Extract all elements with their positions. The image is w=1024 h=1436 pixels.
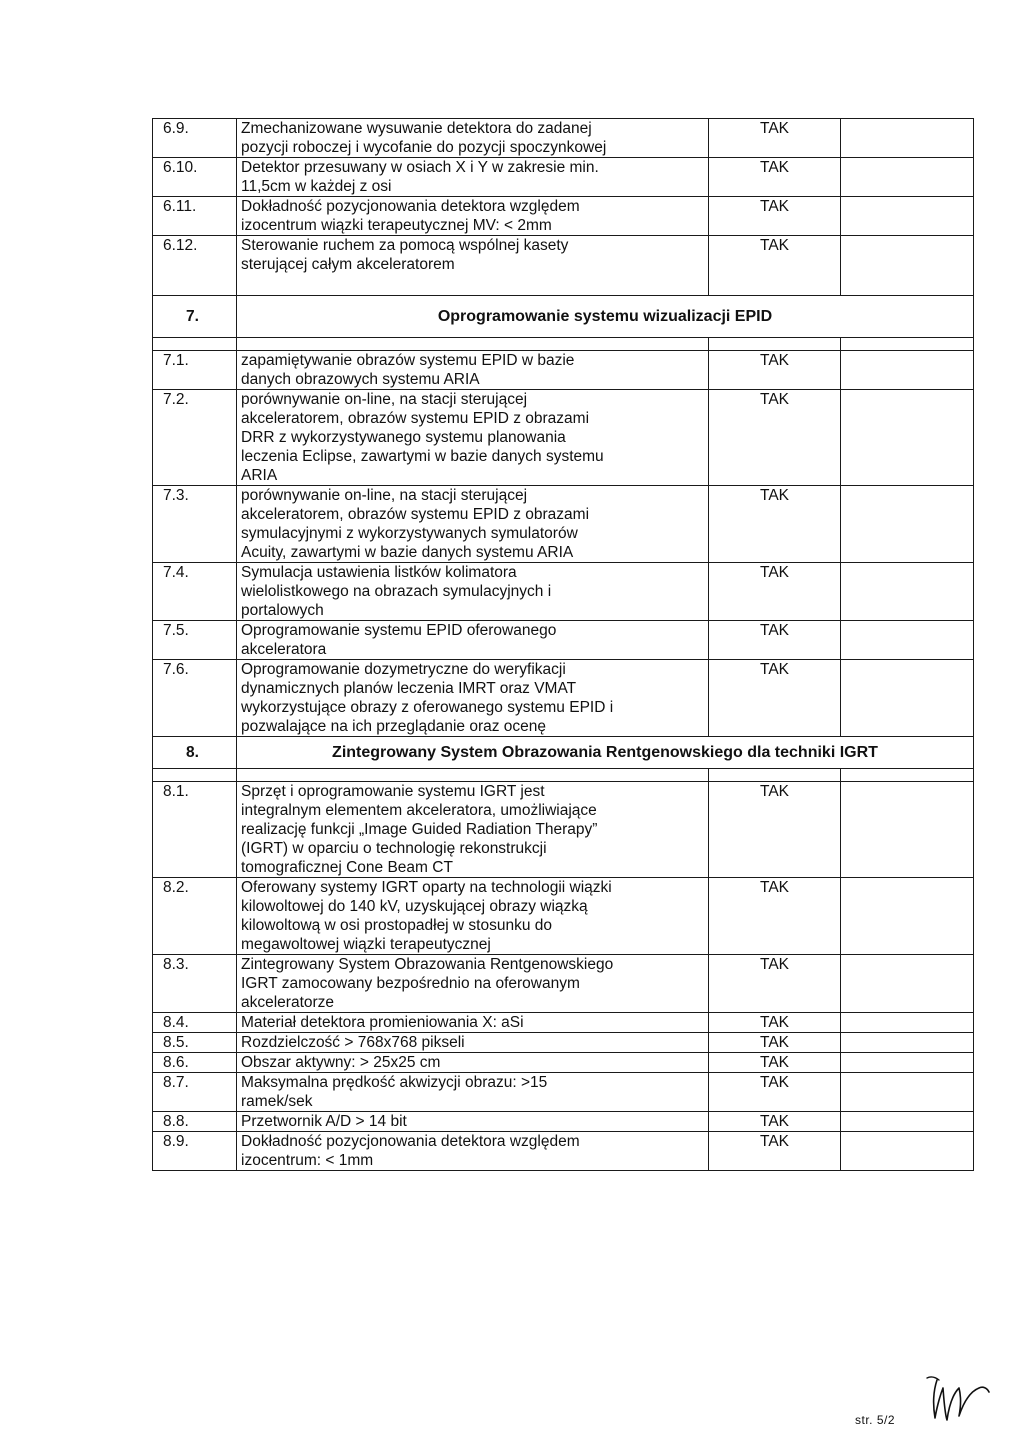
section-header-row [153, 296, 974, 338]
row-value: TAK [709, 119, 841, 158]
section-title: Oprogramowanie systemu wizualizacji EPID [237, 296, 974, 338]
row-description: Materiał detektora promieniowania X: aSi [237, 1013, 709, 1033]
row-extra [841, 236, 974, 296]
row-description: Sprzęt i oprogramowanie systemu IGRT jest integralnym elementem akceleratora, umożliwiające realizację funkcji „Image Guided Radiation Therapy” (IGRT) w oparciu o technologię rekonstrukcji tomograficznej Cone Beam CT [237, 782, 709, 878]
row-description: Zintegrowany System Obrazowania Rentgenowskiego IGRT zamocowany bezpośrednio na oferowanym akceleratorze [237, 955, 709, 1013]
row-number: 8.6. [153, 1053, 237, 1073]
spacer-row [153, 338, 974, 351]
section-number: 7. [153, 296, 237, 338]
row-description: Rozdzielczość > 768x768 pikseli [237, 1033, 709, 1053]
row-number: 8.7. [153, 1073, 237, 1112]
table-row [153, 563, 974, 621]
row-number: 7.2. [153, 390, 237, 486]
row-value: TAK [709, 782, 841, 878]
row-description: Dokładność pozycjonowania detektora względem izocentrum wiązki terapeutycznej MV: < 2mm [237, 197, 709, 236]
row-value: TAK [709, 621, 841, 660]
table-row [153, 1053, 974, 1073]
row-value: TAK [709, 563, 841, 621]
row-description: Detektor przesuwany w osiach X i Y w zakresie min. 11,5cm w każdej z osi [237, 158, 709, 197]
row-value: TAK [709, 1033, 841, 1053]
handwritten-signature-icon [925, 1372, 993, 1432]
row-extra [841, 390, 974, 486]
row-value: TAK [709, 878, 841, 955]
row-description: Oprogramowanie systemu EPID oferowanego akceleratora [237, 621, 709, 660]
row-value: TAK [709, 660, 841, 737]
row-extra [841, 1132, 974, 1171]
table-row [153, 486, 974, 563]
row-number: 8.1. [153, 782, 237, 878]
row-number: 6.10. [153, 158, 237, 197]
row-description: Obszar aktywny: > 25x25 cm [237, 1053, 709, 1073]
table-row [153, 390, 974, 486]
row-extra [841, 1033, 974, 1053]
row-extra [841, 1053, 974, 1073]
row-value: TAK [709, 197, 841, 236]
row-value: TAK [709, 158, 841, 197]
section-number: 8. [153, 737, 237, 769]
row-description: Zmechanizowane wysuwanie detektora do zadanej pozycji roboczej i wycofanie do pozycji spoczynkowej [237, 119, 709, 158]
row-number: 8.5. [153, 1033, 237, 1053]
row-number: 6.12. [153, 236, 237, 296]
row-value: TAK [709, 955, 841, 1013]
table-row [153, 878, 974, 955]
table-row [153, 1073, 974, 1112]
row-number: 7.6. [153, 660, 237, 737]
row-value: TAK [709, 1013, 841, 1033]
table-row [153, 197, 974, 236]
row-extra [841, 119, 974, 158]
table-row [153, 119, 974, 158]
row-extra [841, 1073, 974, 1112]
row-number: 8.8. [153, 1112, 237, 1132]
row-number: 7.1. [153, 351, 237, 390]
table-row [153, 660, 974, 737]
row-extra [841, 486, 974, 563]
row-value: TAK [709, 390, 841, 486]
row-extra [841, 1112, 974, 1132]
row-description: Oprogramowanie dozymetryczne do weryfikacji dynamicznych planów leczenia IMRT oraz VMAT wykorzystujące obrazy z oferowanego systemu EPID i pozwalające na ich przeglądanie oraz ocenę [237, 660, 709, 737]
row-description: zapamiętywanie obrazów systemu EPID w bazie danych obrazowych systemu ARIA [237, 351, 709, 390]
table-row [153, 158, 974, 197]
row-description: Sterowanie ruchem za pomocą wspólnej kasety sterującej całym akceleratorem [237, 236, 709, 296]
row-extra [841, 878, 974, 955]
row-value: TAK [709, 351, 841, 390]
row-extra [841, 621, 974, 660]
row-number: 8.4. [153, 1013, 237, 1033]
row-extra [841, 782, 974, 878]
table-row [153, 351, 974, 390]
table-row [153, 236, 974, 296]
row-value: TAK [709, 1132, 841, 1171]
section-title: Zintegrowany System Obrazowania Rentgenowskiego dla techniki IGRT [237, 737, 974, 769]
row-description: Maksymalna prędkość akwizycji obrazu: >15 ramek/sek [237, 1073, 709, 1112]
row-number: 8.3. [153, 955, 237, 1013]
row-extra [841, 563, 974, 621]
row-value: TAK [709, 486, 841, 563]
section-header-row [153, 737, 974, 769]
table-row [153, 955, 974, 1013]
row-number: 7.3. [153, 486, 237, 563]
row-description: porównywanie on-line, na stacji sterującej akceleratorem, obrazów systemu EPID z obrazami DRR z wykorzystywanego systemu planowania leczenia Eclipse, zawartymi w bazie danych systemu ARIA [237, 390, 709, 486]
specification-table [152, 118, 974, 1171]
row-number: 6.9. [153, 119, 237, 158]
row-number: 6.11. [153, 197, 237, 236]
row-extra [841, 197, 974, 236]
row-description: Przetwornik A/D > 14 bit [237, 1112, 709, 1132]
row-number: 8.2. [153, 878, 237, 955]
row-description: Symulacja ustawienia listków kolimatora wielolistkowego na obrazach symulacyjnych i portalowych [237, 563, 709, 621]
row-value: TAK [709, 1053, 841, 1073]
row-extra [841, 955, 974, 1013]
row-description: porównywanie on-line, na stacji sterującej akceleratorem, obrazów systemu EPID z obrazami symulacyjnymi z wykorzystywanych symulatorów Acuity, zawartymi w bazie danych systemu ARIA [237, 486, 709, 563]
row-extra [841, 660, 974, 737]
table-row [153, 1132, 974, 1171]
spacer-row [153, 769, 974, 782]
row-number: 7.4. [153, 563, 237, 621]
row-value: TAK [709, 236, 841, 296]
row-description: Oferowany systemy IGRT oparty na technologii wiązki kilowoltowej do 140 kV, uzyskującej obrazy wiązką kilowoltową w osi prostopadłej w stosunku do megawoltowej wiązki terapeutycznej [237, 878, 709, 955]
table-row [153, 1033, 974, 1053]
row-number: 7.5. [153, 621, 237, 660]
row-extra [841, 1013, 974, 1033]
row-value: TAK [709, 1073, 841, 1112]
row-extra [841, 351, 974, 390]
table-row [153, 1112, 974, 1132]
row-description: Dokładność pozycjonowania detektora względem izocentrum: < 1mm [237, 1132, 709, 1171]
row-extra [841, 158, 974, 197]
table-row [153, 621, 974, 660]
page-number: str. 5/2 [855, 1413, 896, 1427]
table-row [153, 1013, 974, 1033]
table-row [153, 782, 974, 878]
row-number: 8.9. [153, 1132, 237, 1171]
row-value: TAK [709, 1112, 841, 1132]
